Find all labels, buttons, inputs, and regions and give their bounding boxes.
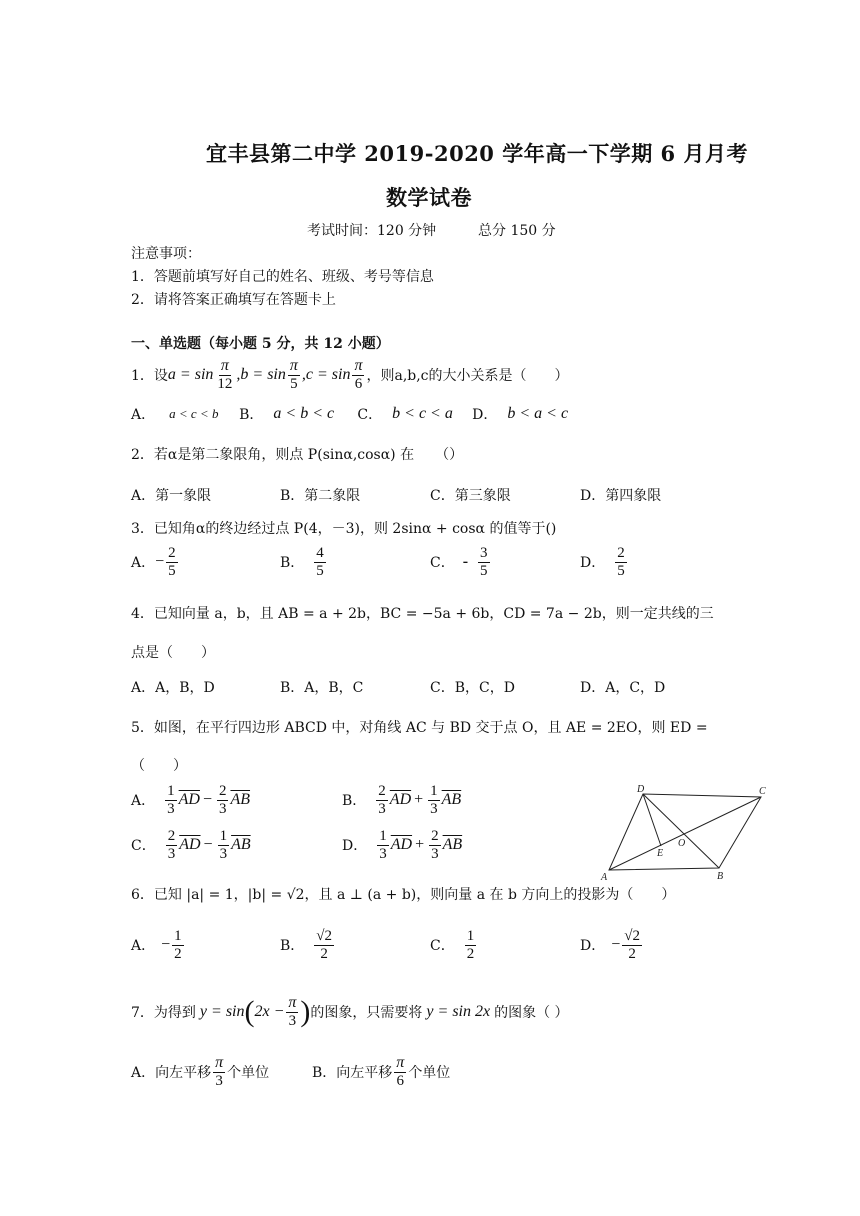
frac bbox=[217, 783, 229, 817]
frac-den: 3 bbox=[167, 845, 176, 862]
frac bbox=[377, 828, 389, 862]
q1-b-den: 5 bbox=[290, 375, 298, 392]
option-text: a < c < b bbox=[169, 406, 219, 421]
option-frac bbox=[465, 928, 477, 962]
option-frac bbox=[166, 545, 178, 579]
option-label: A． bbox=[131, 793, 156, 809]
option-label: B． bbox=[280, 555, 305, 571]
option-frac bbox=[213, 1054, 225, 1089]
frac-num: 2 bbox=[378, 783, 386, 799]
q7-func2: y = sin 2x bbox=[426, 1002, 491, 1020]
frac-den: 5 bbox=[480, 562, 488, 579]
frac bbox=[429, 828, 441, 862]
option-post: 个单位 bbox=[227, 1064, 270, 1081]
frac-den: 3 bbox=[378, 800, 386, 817]
frac-den: 5 bbox=[617, 562, 625, 579]
frac-den: 2 bbox=[320, 945, 328, 962]
question-4-stem-line1: 4．已知向量 a，b，且 AB = a + 2b，BC = −5a + 6b，CD = 7a − 2b，则一定共线的三 bbox=[131, 606, 714, 622]
q7-frac bbox=[286, 994, 298, 1029]
q1-prefix: 1．设 bbox=[131, 367, 168, 384]
question-3-options bbox=[131, 545, 751, 589]
option-label: A． bbox=[131, 555, 156, 571]
frac-den: 5 bbox=[316, 562, 324, 579]
option-post: 个单位 bbox=[408, 1064, 451, 1081]
frac-num: 4 bbox=[316, 545, 324, 561]
option: D．A，C，D bbox=[580, 680, 666, 696]
paren-right: ) bbox=[300, 994, 311, 1028]
option-label: A． bbox=[131, 407, 156, 423]
frac-num: 2 bbox=[431, 828, 439, 844]
option-frac bbox=[172, 928, 184, 962]
option bbox=[430, 928, 478, 962]
option-label: D． bbox=[472, 407, 498, 423]
option-sign: - bbox=[462, 553, 469, 570]
frac-den: 6 bbox=[396, 1072, 405, 1089]
frac-num: 2 bbox=[167, 828, 176, 844]
q7-option-a bbox=[131, 1054, 269, 1089]
frac bbox=[376, 783, 388, 817]
note-item: 1．答题前填写好自己的姓名、班级、考号等信息 bbox=[131, 269, 434, 285]
vector: $\overline{AD}$ bbox=[390, 836, 413, 853]
label-c: C bbox=[759, 786, 766, 797]
option bbox=[580, 928, 644, 962]
q1-a-frac bbox=[215, 357, 234, 392]
question-6-stem: 6．已知 |a| = 1，|b| = √2，且 a ⊥ (a + b)，则向量 a 在 b 方向上的投影为（ ） bbox=[131, 887, 676, 903]
option: C．第三象限 bbox=[430, 488, 511, 504]
q1-a-den: 12 bbox=[217, 375, 233, 392]
option-label: C． bbox=[357, 407, 383, 423]
frac-num: 3 bbox=[480, 545, 488, 561]
q7-option-b bbox=[312, 1054, 450, 1089]
vector: $\overline{AB}$ bbox=[230, 791, 251, 808]
question-7-stem bbox=[131, 994, 569, 1029]
subject-title: 数学试卷 bbox=[386, 185, 472, 210]
paren-left: ( bbox=[244, 994, 255, 1028]
question-4-stem-line2: 点是（ ） bbox=[131, 645, 215, 661]
exam-title: 宜丰县第二中学 2019-2020 学年高一下学期 6 月月考 bbox=[206, 141, 748, 166]
vector: $\overline{AB}$ bbox=[442, 836, 463, 853]
diagonal-ac bbox=[609, 797, 761, 870]
frac-den: 3 bbox=[218, 800, 227, 817]
frac-num: 2 bbox=[168, 545, 176, 561]
diagonal-bd bbox=[643, 794, 719, 868]
option-sign: − bbox=[161, 936, 171, 953]
vector: $\overline{AB}$ bbox=[441, 791, 462, 808]
label-b: B bbox=[717, 871, 724, 882]
segment-de bbox=[643, 794, 661, 846]
option-frac bbox=[622, 928, 642, 962]
q1-a-eq: a = sin bbox=[167, 365, 214, 383]
option-label: B． bbox=[280, 938, 305, 954]
frac-num: 1 bbox=[466, 928, 475, 944]
option-label: D． bbox=[580, 938, 606, 954]
frac-num: √2 bbox=[624, 928, 640, 944]
frac-num: 1 bbox=[167, 783, 175, 799]
q1-c-num: π bbox=[354, 357, 363, 374]
option-label: D． bbox=[342, 838, 368, 854]
frac-num: 1 bbox=[379, 828, 387, 844]
q1-b-frac bbox=[288, 357, 300, 392]
option-label: B． bbox=[239, 407, 264, 423]
frac-num: √2 bbox=[316, 928, 333, 944]
note-item: 2．请将答案正确填写在答题卡上 bbox=[131, 292, 336, 308]
option bbox=[131, 545, 180, 579]
option-pre: B．向左平移 bbox=[312, 1064, 393, 1081]
operator: − bbox=[203, 836, 213, 853]
q5-option-c bbox=[131, 828, 251, 862]
option-frac bbox=[615, 545, 627, 579]
q7-mid: 的图象，只需要将 bbox=[310, 1004, 423, 1021]
option-text: a < b < c bbox=[273, 405, 335, 422]
frac-num: 2 bbox=[617, 545, 625, 561]
q1-a-num: π bbox=[220, 357, 229, 374]
frac-den: 3 bbox=[219, 845, 228, 862]
option-text: b < a < c bbox=[507, 405, 569, 422]
q7-func-inner: 2x − bbox=[254, 1002, 285, 1020]
question-3-stem: 3．已知角α的终边经过点 P(4，－3)，则 2sinα + cosα 的值等于() bbox=[131, 521, 557, 537]
frac bbox=[218, 828, 230, 862]
q1-c-den: 6 bbox=[354, 375, 363, 392]
q1-suffix: ，则a,b,c的大小关系是（ ） bbox=[366, 367, 569, 384]
frac-den: 3 bbox=[431, 845, 439, 862]
option-frac bbox=[394, 1054, 406, 1089]
frac-num: π bbox=[215, 1054, 224, 1071]
vector: $\overline{AD}$ bbox=[178, 791, 200, 808]
frac-den: 3 bbox=[215, 1072, 223, 1089]
operator: + bbox=[415, 836, 425, 853]
q7-func-left: y = sin bbox=[199, 1002, 245, 1020]
option-label: B． bbox=[342, 793, 367, 809]
label-a: A bbox=[601, 872, 608, 882]
label-d: D bbox=[637, 784, 645, 795]
q5-option-a bbox=[131, 783, 250, 817]
question-5-stem-line1: 5．如图，在平行四边形 ABCD 中，对角线 AC 与 BD 交于点 O，且 AE = 2EO，则 ED = bbox=[131, 720, 708, 736]
option-label: C． bbox=[131, 838, 156, 854]
option bbox=[280, 928, 336, 962]
option bbox=[580, 545, 629, 579]
operator: + bbox=[414, 791, 424, 808]
frac bbox=[166, 828, 178, 862]
option-frac bbox=[478, 545, 490, 579]
frac bbox=[165, 783, 177, 817]
frac-num: π bbox=[396, 1054, 405, 1071]
frac-den: 2 bbox=[628, 945, 636, 962]
operator: − bbox=[202, 791, 212, 808]
frac-den: 3 bbox=[288, 1012, 297, 1029]
question-1-options bbox=[131, 404, 568, 424]
question-1-stem bbox=[131, 357, 569, 392]
frac bbox=[428, 783, 440, 817]
frac-num: 2 bbox=[218, 783, 227, 799]
option-sign: − bbox=[155, 553, 165, 570]
question-2-stem: 2．若α是第二象限角，则点 P(sinα,cosα) 在 （） bbox=[131, 447, 464, 463]
frac-den: 2 bbox=[174, 945, 182, 962]
frac-den: 3 bbox=[430, 800, 438, 817]
option bbox=[131, 928, 186, 962]
frac-num: π bbox=[288, 994, 297, 1011]
frac-den: 3 bbox=[167, 800, 175, 817]
frac-num: 1 bbox=[219, 828, 228, 844]
notes-heading: 注意事项： bbox=[131, 246, 201, 262]
section-heading: 一、单选题（每小题 5 分，共 12 小题） bbox=[131, 336, 390, 352]
option: B．第二象限 bbox=[280, 488, 361, 504]
option: A．第一象限 bbox=[131, 488, 212, 504]
option: D．第四象限 bbox=[580, 488, 662, 504]
question-5-stem-line2: （ ） bbox=[131, 758, 187, 774]
q1-c-frac bbox=[352, 357, 364, 392]
frac-num: 1 bbox=[174, 928, 182, 944]
option-label: C． bbox=[430, 555, 455, 571]
q7-prefix: 7．为得到 bbox=[131, 1004, 196, 1021]
total-score: 总分 150 分 bbox=[478, 223, 556, 239]
option bbox=[430, 545, 492, 579]
vector: $\overline{AD}$ bbox=[179, 836, 201, 853]
frac-den: 2 bbox=[466, 945, 475, 962]
option: C．B，C，D bbox=[430, 680, 515, 696]
label-o: O bbox=[678, 838, 686, 849]
option-frac bbox=[314, 928, 334, 962]
option: B．A，B，C bbox=[280, 680, 364, 696]
q5-option-b bbox=[342, 783, 461, 817]
parallelogram-figure bbox=[595, 782, 785, 882]
label-e: E bbox=[657, 848, 664, 859]
q1-c-eq: ,c = sin bbox=[301, 365, 351, 383]
option-label: C． bbox=[430, 938, 455, 954]
option-sign: − bbox=[611, 936, 621, 953]
q5-option-d bbox=[342, 828, 462, 862]
option-text: b < c < a bbox=[392, 405, 453, 422]
question-6-options bbox=[131, 928, 751, 974]
option-frac bbox=[314, 545, 326, 579]
q1-b-eq: ,b = sin bbox=[236, 365, 286, 383]
q1-b-num: π bbox=[289, 357, 298, 374]
option-label: A． bbox=[131, 938, 156, 954]
option-pre: A．向左平移 bbox=[131, 1064, 212, 1081]
exam-time: 考试时间：120 分钟 bbox=[307, 223, 437, 239]
frac-den: 5 bbox=[168, 562, 176, 579]
option bbox=[280, 545, 328, 579]
option-label: D． bbox=[580, 555, 606, 571]
option: A．A，B，D bbox=[131, 680, 215, 696]
vector: $\overline{AB}$ bbox=[231, 836, 251, 853]
q7-suffix: 的图象（ ） bbox=[494, 1004, 569, 1021]
frac-num: 1 bbox=[430, 783, 438, 799]
vector: $\overline{AD}$ bbox=[389, 791, 412, 808]
frac-den: 3 bbox=[379, 845, 387, 862]
